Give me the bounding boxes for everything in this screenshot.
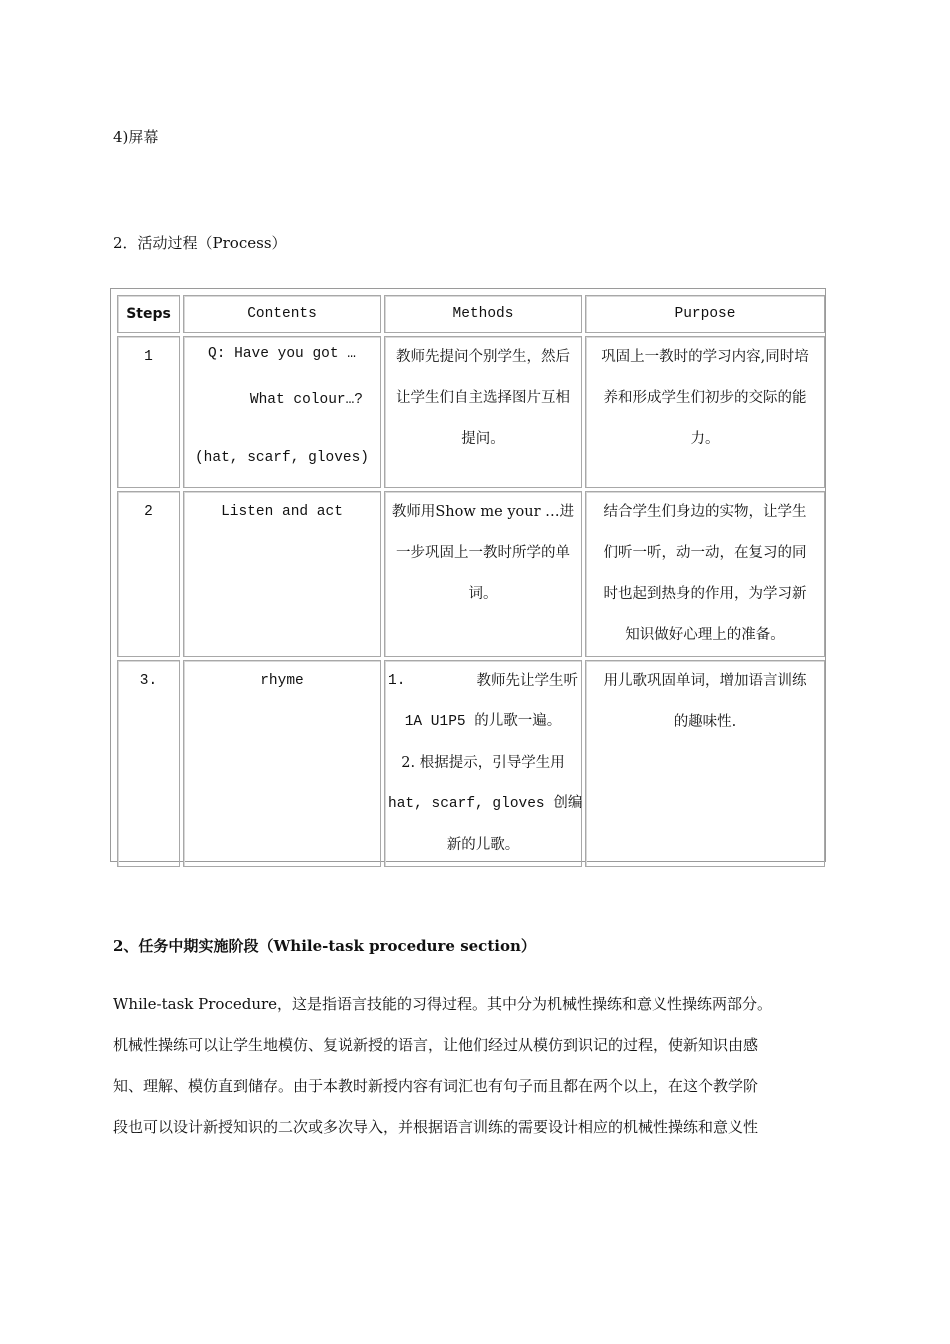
process-section-title: 2．活动过程（Process） [113, 234, 287, 252]
contents-cell: rhyme [183, 660, 381, 867]
table-header-row [117, 295, 825, 333]
table-row [117, 491, 825, 657]
header-purpose: Purpose [585, 295, 825, 333]
step-cell: 1 [117, 336, 180, 488]
contents-cell: Listen and act [183, 491, 381, 657]
purpose-cell: 巩固上一教时的学习内容,同时培 养和形成学生们初步的交际的能 力。 [585, 336, 825, 488]
methods-cell: 1. 教师先让学生听 1A U1P5 的儿歌一遍。 2. 根据提示，引导学生用 hat, scarf, gloves 创编 新的儿歌。 [384, 660, 582, 867]
methods-cell: 教师用Show me your …进 一步巩固上一教时所学的单 词。 [384, 491, 582, 657]
table-row [117, 336, 825, 488]
step-cell: 3. [117, 660, 180, 867]
purpose-cell: 结合学生们身边的实物，让学生 们听一听，动一动，在复习的同 时也起到热身的作用，为学习新 知识做好心理上的准备。 [585, 491, 825, 657]
header-steps: Steps [117, 295, 180, 333]
while-task-section-title: 2、任务中期实施阶段（While-task procedure section） [113, 937, 536, 955]
step-cell: 2 [117, 491, 180, 657]
table-row [117, 660, 825, 867]
purpose-cell: 用儿歌巩固单词，增加语言训练 的趣味性. [585, 660, 825, 867]
process-table [110, 288, 826, 862]
contents-cell: Q: Have you got … What colour…? (hat, scarf, gloves) [183, 336, 381, 488]
while-task-paragraph: While-task Procedure，这是指语言技能的习得过程。其中分为机械性操练和意义性操练两部分。 机械性操练可以让学生地模仿、复说新授的语言，让他们经过从模仿到识记的过程，使新知识由感 知、理解、模仿直到储存。由于本教时新授内容有词汇也有句子而且都在两个以上，在这个教学阶 段也可以设计新授知识的二次或多次导入，并根据语言训练的需要设计相应的机械性操练和意义性 [113, 995, 773, 1136]
materials-item: 4)屏幕 [113, 128, 159, 146]
methods-cell: 教师先提问个别学生，然后 让学生们自主选择图片互相 提问。 [384, 336, 582, 488]
header-contents: Contents [183, 295, 381, 333]
header-methods: Methods [384, 295, 582, 333]
